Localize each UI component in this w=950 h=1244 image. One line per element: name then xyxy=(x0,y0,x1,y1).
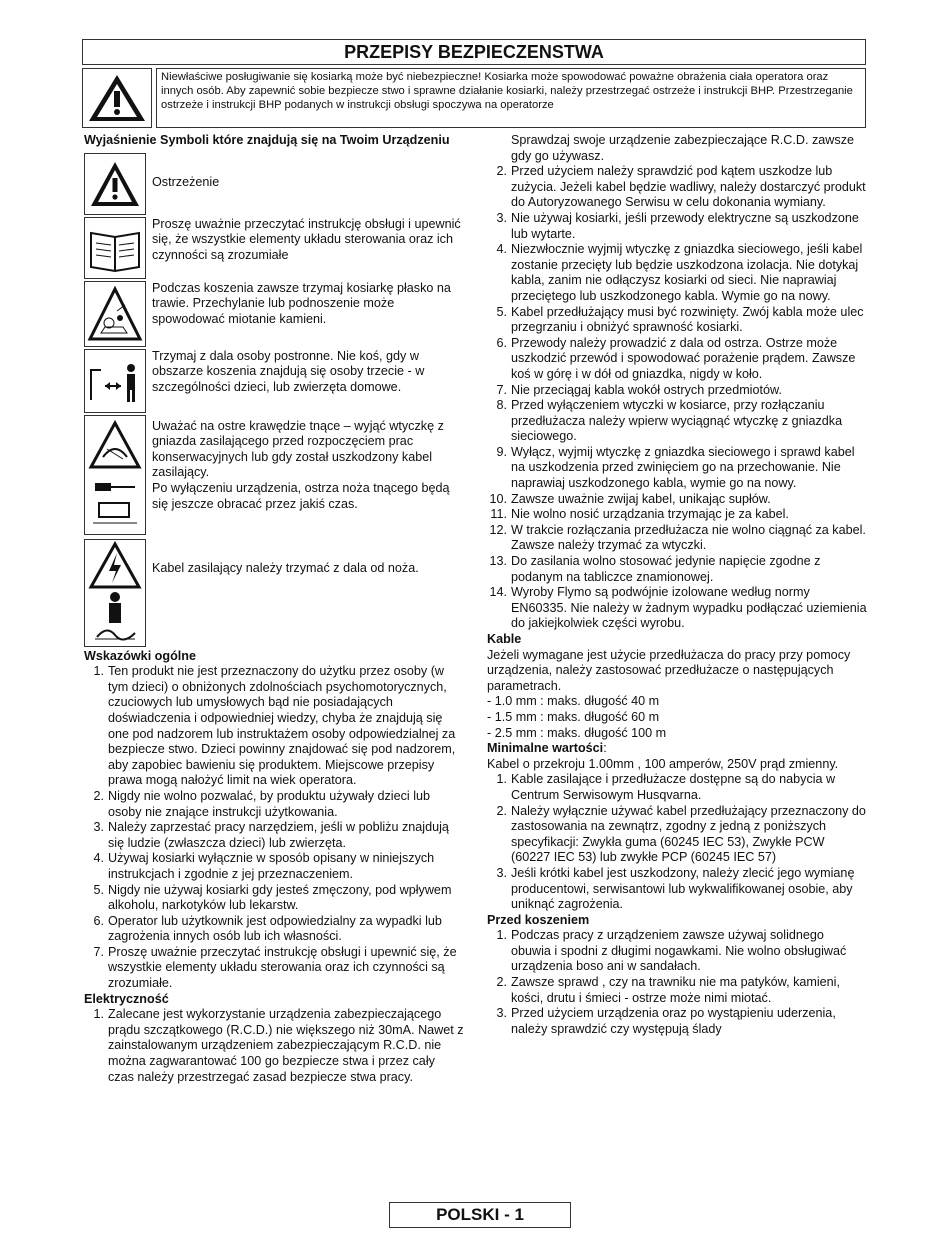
list-item: 5. Nigdy nie używaj kosiarki gdy jesteś zmęczony, pod wpływem alkoholu, narkotyków lub lekarstw. xyxy=(93,882,452,913)
flying-debris-icon xyxy=(84,281,146,347)
list-item: 2. Nigdy nie wolno pozwalać, by produktu używały dzieci lub osoby nie znające instrukcji użytkowania. xyxy=(93,788,431,819)
symbol-row xyxy=(84,539,464,647)
page-title: PRZEPISY BEZPIECZENSTWA xyxy=(82,39,866,65)
min-heading-colon: : xyxy=(603,741,607,756)
list-item: 10. Zawsze uważnie zwijaj kabel, unikając supłów. xyxy=(489,491,771,506)
list-item: 1. Zalecane jest wykorzystanie urządzenia zabezpieczającego prądu szczątkowego (R.C.D.) nie większego niż 30mA. Nawet z zainstalowanym urządzeniem zabezpieczającym R.C.D. nie można zagwarantować 100 go bezpiecze stwa i przez cały czas należy przestrzegać zasad bezpiecze stwa pracy. xyxy=(93,1007,464,1084)
before-list xyxy=(487,928,867,1037)
right-column xyxy=(487,133,867,1037)
before-heading: Przed koszeniem xyxy=(487,912,590,927)
list-item: 1. Ten produkt nie jest przeznaczony do użytku przez osoby (w tym dzieci) o obniżonych zdolnościach psychomotorycznych, czuciowych lub umysłowych bąd nie posiadających doświadczenia i odpowiedniej wiedzy, chyba że znajdują się one pod nadzorem lub instruktażem osoby odpowiedzialnej za bezpiecze stwo. Dzieci powinny znajdować się pod nadzorem, aby zapobiec bawieniu się produktem. Miejscowe przepisy prawa mogą nałożyć limit na wiek operatora. xyxy=(93,664,456,788)
symbol-row xyxy=(84,415,464,535)
left-column xyxy=(84,133,464,1085)
warning-triangle-icon xyxy=(82,68,152,128)
list-item: 3. Nie używaj kosiarki, jeśli przewody elektryczne są uszkodzone lub wytarte. xyxy=(496,210,859,241)
list-item: 14. Wyroby Flymo są podwójnie izolowane według normy EN60335. Nie należy w żadnym wypadku podłączać uziemienia do jakiejkolwiek części wyrobu. xyxy=(489,585,867,631)
list-item: 1. Kable zasilające i przedłużacze dostępne są do nabycia w Centrum Serwisowym Husqvarna. xyxy=(496,772,836,802)
sharp-blades-unplug-icon xyxy=(84,415,146,535)
page-footer: POLSKI - 1 xyxy=(389,1202,571,1228)
min-heading-line xyxy=(487,741,867,757)
list-item: 8. Przed wyłączeniem wtyczki w kosiarce, przy rozłączaniu przedłużacza należy wpierw wyciągnąć wtyczkę z gniazdka sieciowego. xyxy=(496,398,843,444)
list-item: 3. Jeśli krótki kabel jest uszkodzony, należy zlecić jego wymianę producentowi, serwisantowi lub wykwalifikowanej osobie, aby uniknąć zagrożenia. xyxy=(496,865,855,912)
symbol-text-2: Po wyłączeniu urządzenia, ostrza noża tnącego będą się jeszcze obracać przez jakiś czas. xyxy=(152,480,450,511)
warning-banner xyxy=(82,68,866,128)
symbol-text-group xyxy=(146,415,464,513)
warning-text: Niewłaściwe posługiwanie się kosiarką może być niebezpieczne! Kosiarka może spowodować poważne obrażenia ciała operatora oraz innych osób. Aby zapewnić sobie bezpiecze stwo i sprawne działanie kosiarki, należy przestrzegać ostrzeże i instrukcji BHP. Przestrzeganie ostrzeże i instrukcji BHP podanych w instrukcji obsługi spoczywa na operatorze xyxy=(156,68,866,128)
min-heading: Minimalne wartości xyxy=(487,741,604,756)
list-item: 1. Podczas pracy z urządzeniem zawsze używaj solidnego obuwia i spodni z długimi nogawkami. Nie wolno obsługiwać urządzenia boso ani w sandałach. xyxy=(496,928,847,974)
symbol-text: Kabel zasilający należy trzymać z dala od noża. xyxy=(152,560,419,575)
list-item: 3. Przed użyciem urządzenia oraz po wystąpieniu uderzenia, należy sprawdzić czy występują ślady xyxy=(496,1006,836,1036)
list-item: 6. Przewody należy prowadzić z dala od ostrza. Ostrze może uszkodzić przewód i spowodować porażenie prądem. Zawsze koś w górę i w dół od gniazdka, nigdy w koło. xyxy=(496,335,856,381)
electric-cable-icon xyxy=(84,539,146,647)
list-item: 2. Przed użyciem należy sprawdzić pod kątem uszkodze lub zużycia. Jeżeli kabel będzie wadliwy, należy dostarczyć produkt do Autoryzowanego Serwisu w celu dokonania wymiany. xyxy=(496,164,866,210)
min-text: Kabel o przekroju 1.00mm , 100 amperów, 250V prąd zmienny. xyxy=(487,756,839,771)
list-item: 2. Należy wyłącznie używać kabel przedłużający przeznaczony do zastosowania na zewnątrz, zgodny z jedną z poniższych specyfikacji: Zwykła guma (60245 IEC 53), Zwykłe PCW (60227 IEC 53) lub zwykłe PCP (60245 IEC 57) xyxy=(496,803,866,865)
list-item: 7. Proszę uważnie przeczytać instrukcję obsługi i upewnić się, że wszystkie elementy układu sterowania oraz ich czynności są zrozumiałe. xyxy=(93,944,457,991)
symbol-text: Uważać na ostre krawędzie tnące – wyjąć wtyczkę z gniazda zasilającego przed rozpoczęciem prac konserwacyjnych lub gdy został uszkodzony kabel zasilający. xyxy=(152,418,444,480)
list-item: 6. Operator lub użytkownik jest odpowiedzialny za wypadki lub zagrożenia innych osób lub ich własności. xyxy=(93,913,442,944)
electric-list-continued xyxy=(487,164,867,632)
keep-distance-icon xyxy=(84,349,146,413)
list-item: 5. Kabel przedłużający musi być rozwinięty. Zwój kabla może ulec przegrzaniu i obniżyć sprawność kosiarki. xyxy=(496,304,864,335)
list-item: 13. Do zasilania wolno stosować jedynie napięcie zgodne z podanym na tabliczce znamionowej. xyxy=(489,554,821,584)
symbol-text: Proszę uważnie przeczytać instrukcję obsługi i upewnić się, że wszystkie elementy układu sterowania oraz ich czynności są zrozumiałe xyxy=(152,216,461,262)
cable-spec: - 2.5 mm : maks. długość 100 m xyxy=(487,725,667,740)
continuation-text: Sprawdzaj swoje urządzenie zabezpieczające R.C.D. zawsze gdy go używasz. xyxy=(511,133,854,163)
cable-heading: Kable xyxy=(487,632,522,646)
list-item: 4. Używaj kosiarki wyłącznie w sposób opisany w niniejszych instrukcjach i zgodnie z jej przeznaczeniem. xyxy=(93,851,435,881)
list-item: 2. Zawsze sprawd , czy na trawniku nie ma patyków, kamieni, kości, drutu i śmieci - ostrze może nimi miotać. xyxy=(496,975,840,1005)
symbol-text: Ostrzeżenie xyxy=(152,174,220,189)
list-item: 9. Wyłącz, wyjmij wtyczkę z gniazdka sieciowego i sprawd kabel na uszkodzenia przed zwinięciem go na przechowanie. Nie naprawiaj uszkodzonego kabla, wymie go na nowy. xyxy=(496,444,855,491)
electric-list xyxy=(84,1007,464,1085)
symbol-row xyxy=(84,349,464,413)
list-item: 3. Należy zaprzestać pracy narzędziem, jeśli w pobliżu znajdują się ludzie (zwłaszcza dzieci) lub zwierzęta. xyxy=(93,820,449,850)
symbol-row xyxy=(84,217,464,279)
symbol-row xyxy=(84,281,464,347)
symbols-heading: Wyjaśnienie Symboli które znajdują się na Twoim Urządzeniu xyxy=(84,133,450,147)
general-list xyxy=(84,664,464,991)
general-heading: Wskazówki ogólne xyxy=(84,648,196,663)
list-item: 11. Nie wolno nosić urządzania trzymając je za kabel. xyxy=(490,507,789,522)
symbol-row xyxy=(84,153,464,215)
cable-spec: - 1.0 mm : maks. długość 40 m xyxy=(487,694,660,709)
read-manual-icon xyxy=(84,217,146,279)
list-item: 4. Niezwłocznie wyjmij wtyczkę z gniazdka sieciowego, jeśli kabel zostanie przecięty lub będzie uszkodzona izolacja. Nie dotykaj kabla, zanim nie odłączysz kosiarki od sieci. Nie naprawiaj przeciętego lub uszkodzonego kabla. Wymie go na nowy. xyxy=(496,242,863,303)
list-item: 12. W trakcie rozłączania przedłużacza nie wolno ciągnąć za kabel. Zawsze należy trzymać za wtyczki. xyxy=(489,522,866,553)
cable-spec: - 1.5 mm : maks. długość 60 m xyxy=(487,709,660,724)
cable-text: Jeżeli wymagane jest użycie przedłużacza do pracy przy pomocy urządzenia, należy zastosować przedłużacze o następujących parametrach. xyxy=(487,647,851,693)
warning-triangle-icon xyxy=(84,153,146,215)
electric-heading: Elektryczność xyxy=(84,991,169,1006)
symbol-text: Podczas koszenia zawsze trzymaj kosiarkę płasko na trawie. Przechylanie lub podnoszenie może spowodować miotanie kamieni. xyxy=(152,280,451,326)
symbol-text: Trzymaj z dala osoby postronne. Nie koś, gdy w obszarze koszenia znajdują się osoby trzecie - w szczególności dzieci, lub zwierzęta domowe. xyxy=(152,348,425,394)
min-list xyxy=(487,772,867,912)
list-item: 7. Nie przeciągaj kabla wokół ostrych przedmiotów. xyxy=(496,382,782,397)
